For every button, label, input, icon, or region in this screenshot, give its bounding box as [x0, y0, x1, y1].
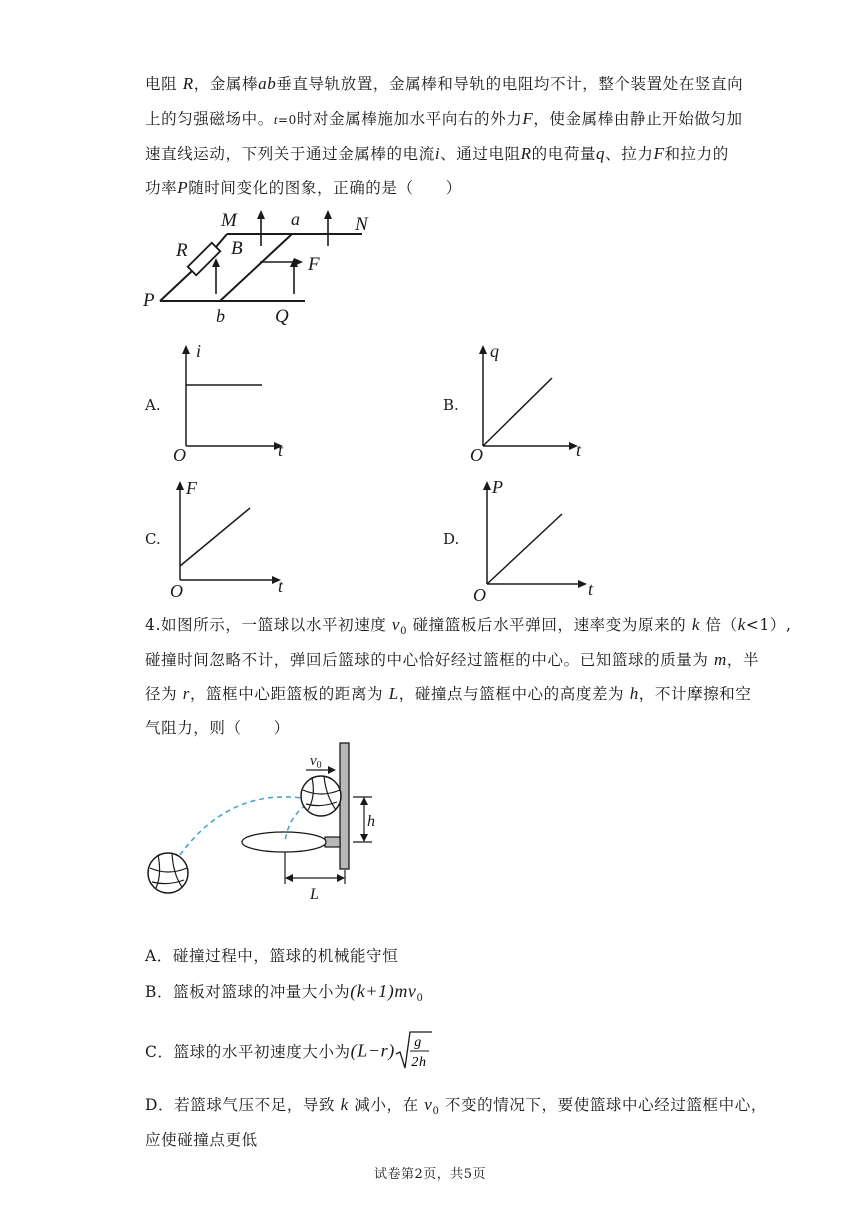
option-a-letter: A. [145, 396, 161, 414]
q4-line-4: 气阻力，则（ ） [145, 719, 290, 737]
label-R: R [176, 240, 188, 261]
svg-text:g: g [414, 1035, 422, 1050]
option-c-letter: C. [145, 530, 161, 548]
label-F: F [308, 254, 320, 275]
basketball-upper-icon [301, 776, 341, 816]
label-b: b [216, 306, 225, 326]
q4-line-3: 径为 r，篮框中心距篮板的距离为 L，碰撞点与篮框中心的高度差为 h，不计摩擦和空 [145, 684, 752, 703]
option-b-letter: B. [443, 396, 459, 414]
q3-line-1: 电阻 R，金属棒ab垂直导轨放置，金属棒和导轨的电阻均不计，整个装置处在竖直向 [145, 74, 744, 93]
graph-c [168, 476, 298, 601]
graph-d [470, 474, 605, 604]
label-h: h [367, 813, 375, 830]
q4-line-2: 碰撞时间忽略不计，弹回后篮球的中心恰好经过篮框的中心。已知篮球的质量为 m，半 [145, 650, 760, 669]
graph-c-origin: O [170, 581, 183, 601]
option-d-letter: D. [443, 530, 460, 548]
q4-option-c: C．篮球的水平初速度大小为(L−r) g 2h [145, 1030, 433, 1072]
label-Q: Q [275, 306, 289, 327]
q4-option-a: A．碰撞过程中，篮球的机械能守恒 [145, 947, 399, 965]
graph-a-origin: O [173, 445, 186, 465]
q4-option-d-line2: 应使碰撞点更低 [145, 1131, 258, 1149]
label-M: M [221, 210, 237, 231]
label-N: N [355, 214, 368, 235]
basketball-diagram [140, 738, 400, 908]
graph-a-ylabel: i [196, 341, 202, 361]
graph-a [168, 340, 298, 465]
graph-b-ylabel: q [490, 341, 499, 361]
graph-b-line [483, 378, 552, 446]
q4-line-1: 4.如图所示，一篮球以水平初速度 $v_0$ 碰撞篮板后水平弹回，速率变为原来的 k 倍（k<1）, [145, 615, 792, 638]
graph-c-xlabel: t [278, 576, 284, 596]
graph-c-line [180, 508, 250, 566]
sqrt-fraction [395, 1030, 433, 1072]
graph-d-xlabel: t [588, 579, 594, 599]
q3-line-2: 上的匀强磁场中。t=0时对金属棒施加水平向右的外力F，使金属棒由静止开始做匀加 [145, 109, 743, 128]
label-L: L [310, 886, 319, 903]
graph-b-origin: O [470, 445, 483, 465]
svg-text:2h: 2h [411, 1055, 427, 1070]
graph-c-ylabel: F [186, 478, 197, 498]
graph-a-xlabel: t [278, 440, 284, 460]
graph-d-line [487, 514, 562, 584]
label-v0: $v_0$ [310, 753, 322, 771]
q3-line-4: 功率P随时间变化的图象，正确的是（ ） [145, 178, 462, 197]
label-P: P [143, 290, 155, 311]
label-a: a [291, 209, 300, 229]
label-B: B [231, 238, 243, 259]
graph-b-xlabel: t [576, 440, 582, 460]
q3-line-3: 速直线运动，下列关于通过金属棒的电流i、通过电阻R的电荷量q、拉力F和拉力的 [145, 144, 729, 163]
circuit-diagram [140, 205, 380, 330]
q4-option-b: B．篮板对篮球的冲量大小为$(k+1)mv_0$ [145, 981, 424, 1005]
graph-d-origin: O [473, 585, 486, 605]
basketball-lower-icon [148, 853, 188, 893]
page-footer: 试卷第2页，共5页 [373, 1167, 487, 1182]
graph-b [468, 340, 598, 465]
graph-d-ylabel: P [492, 477, 503, 497]
q4-option-d-line1: D．若篮球气压不足，导致 k 减小，在 $v_0$ 不变的情况下，要使篮球中心经过篮框中心， [145, 1095, 767, 1118]
